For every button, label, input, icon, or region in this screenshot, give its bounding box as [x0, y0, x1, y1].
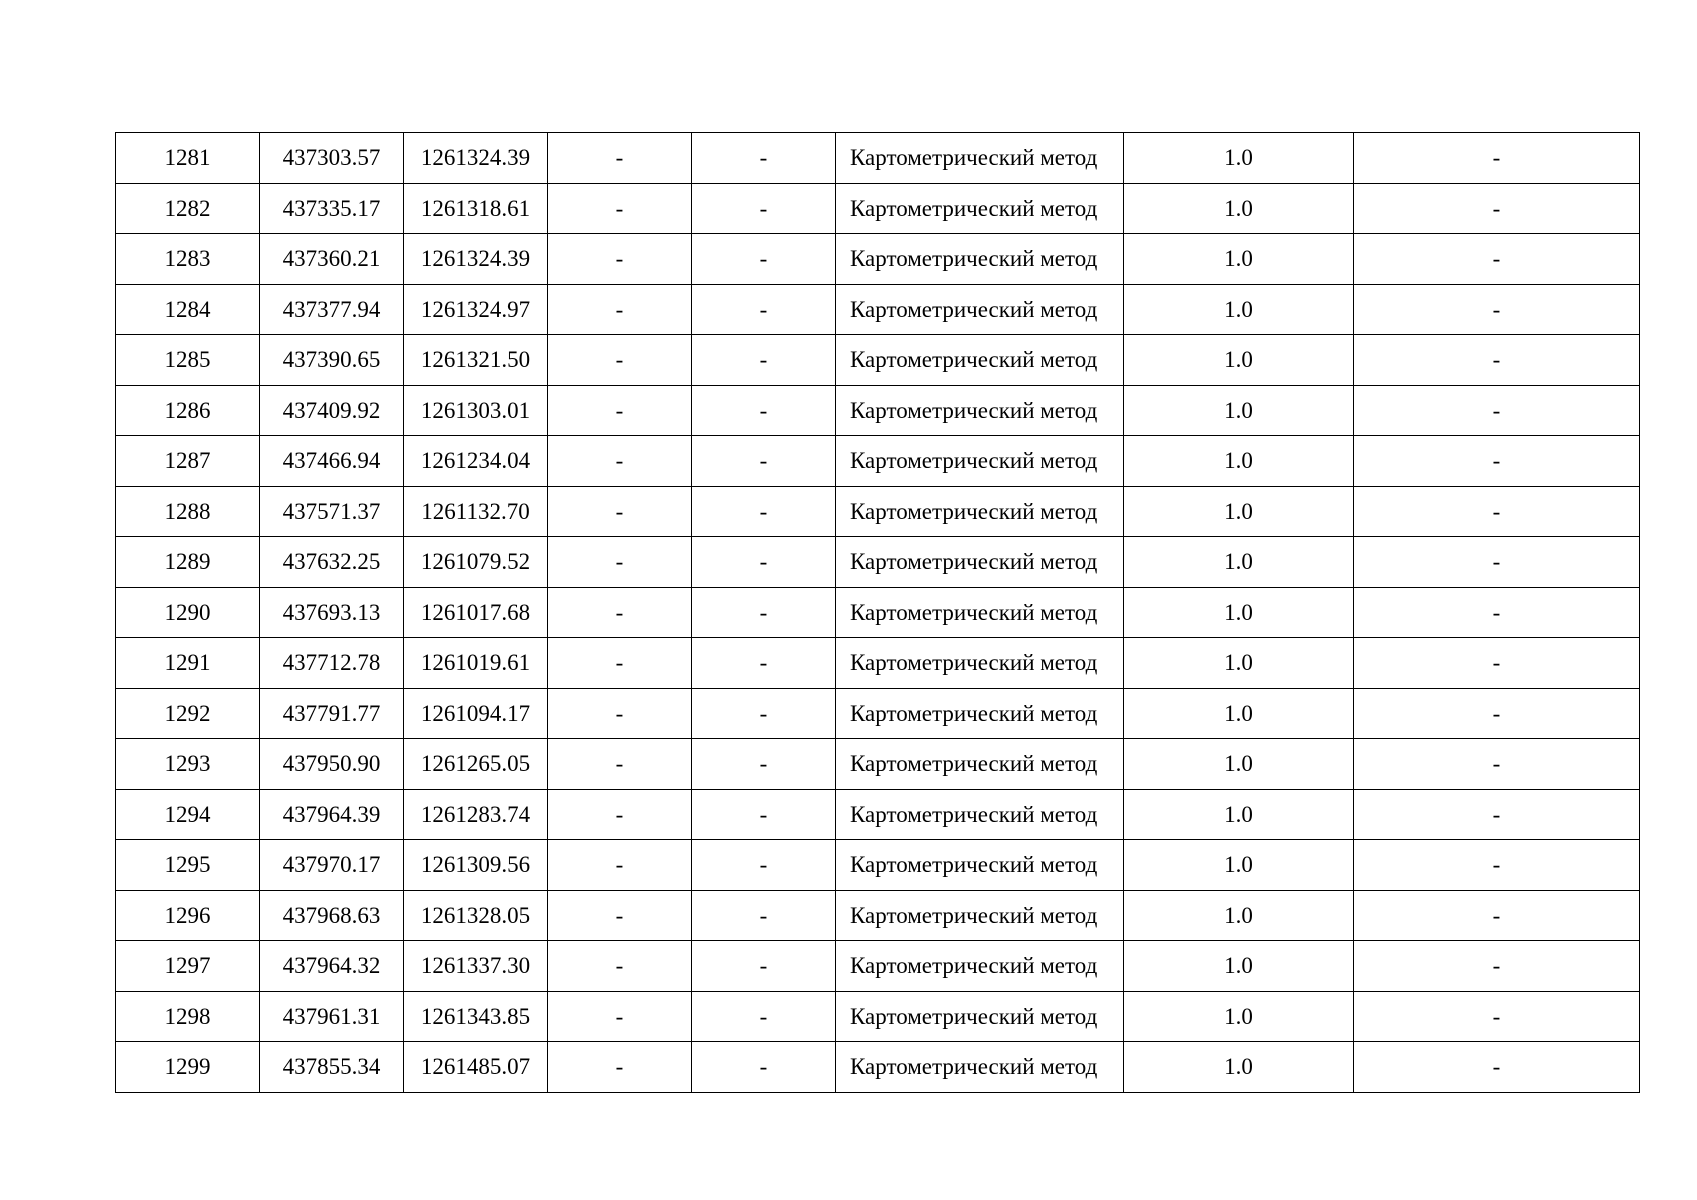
- point-number-cell: 1287: [116, 436, 260, 487]
- y-coordinate-cell: 1261017.68: [404, 587, 548, 638]
- dash-cell: -: [1354, 234, 1640, 285]
- dash-cell: -: [548, 335, 692, 386]
- point-number-cell: 1297: [116, 941, 260, 992]
- dash-cell: -: [692, 688, 836, 739]
- dash-cell: -: [548, 638, 692, 689]
- dash-cell: -: [1354, 1042, 1640, 1093]
- dash-cell: -: [548, 789, 692, 840]
- dash-cell: -: [692, 436, 836, 487]
- point-number-cell: 1296: [116, 890, 260, 941]
- accuracy-cell: 1.0: [1124, 335, 1354, 386]
- y-coordinate-cell: 1261321.50: [404, 335, 548, 386]
- table-row: [116, 638, 1640, 689]
- accuracy-cell: 1.0: [1124, 789, 1354, 840]
- x-coordinate-cell: 437571.37: [260, 486, 404, 537]
- table-row: [116, 1042, 1640, 1093]
- accuracy-cell: 1.0: [1124, 133, 1354, 184]
- accuracy-cell: 1.0: [1124, 991, 1354, 1042]
- x-coordinate-cell: 437693.13: [260, 587, 404, 638]
- x-coordinate-cell: 437968.63: [260, 890, 404, 941]
- dash-cell: -: [1354, 991, 1640, 1042]
- y-coordinate-cell: 1261309.56: [404, 840, 548, 891]
- y-coordinate-cell: 1261303.01: [404, 385, 548, 436]
- x-coordinate-cell: 437360.21: [260, 234, 404, 285]
- table-row: [116, 789, 1640, 840]
- accuracy-cell: 1.0: [1124, 183, 1354, 234]
- dash-cell: -: [1354, 436, 1640, 487]
- table-row: [116, 436, 1640, 487]
- dash-cell: -: [1354, 486, 1640, 537]
- y-coordinate-cell: 1261485.07: [404, 1042, 548, 1093]
- accuracy-cell: 1.0: [1124, 638, 1354, 689]
- dash-cell: -: [1354, 739, 1640, 790]
- y-coordinate-cell: 1261324.39: [404, 234, 548, 285]
- dash-cell: -: [692, 183, 836, 234]
- dash-cell: -: [692, 789, 836, 840]
- y-coordinate-cell: 1261343.85: [404, 991, 548, 1042]
- accuracy-cell: 1.0: [1124, 486, 1354, 537]
- y-coordinate-cell: 1261318.61: [404, 183, 548, 234]
- x-coordinate-cell: 437855.34: [260, 1042, 404, 1093]
- method-cell: Картометрический метод: [836, 537, 1124, 588]
- method-cell: Картометрический метод: [836, 183, 1124, 234]
- dash-cell: -: [1354, 537, 1640, 588]
- method-cell: Картометрический метод: [836, 789, 1124, 840]
- table-row: [116, 486, 1640, 537]
- table-row: [116, 941, 1640, 992]
- dash-cell: -: [692, 234, 836, 285]
- dash-cell: -: [1354, 183, 1640, 234]
- x-coordinate-cell: 437961.31: [260, 991, 404, 1042]
- dash-cell: -: [692, 890, 836, 941]
- table-body: [116, 133, 1640, 1093]
- point-number-cell: 1283: [116, 234, 260, 285]
- dash-cell: -: [692, 840, 836, 891]
- point-number-cell: 1288: [116, 486, 260, 537]
- dash-cell: -: [692, 284, 836, 335]
- point-number-cell: 1285: [116, 335, 260, 386]
- dash-cell: -: [1354, 385, 1640, 436]
- table-row: [116, 183, 1640, 234]
- coordinates-table: [115, 132, 1640, 1093]
- accuracy-cell: 1.0: [1124, 890, 1354, 941]
- dash-cell: -: [692, 941, 836, 992]
- table-row: [116, 284, 1640, 335]
- accuracy-cell: 1.0: [1124, 688, 1354, 739]
- dash-cell: -: [548, 537, 692, 588]
- y-coordinate-cell: 1261324.39: [404, 133, 548, 184]
- table-row: [116, 537, 1640, 588]
- accuracy-cell: 1.0: [1124, 840, 1354, 891]
- dash-cell: -: [548, 436, 692, 487]
- table-row: [116, 739, 1640, 790]
- method-cell: Картометрический метод: [836, 991, 1124, 1042]
- dash-cell: -: [548, 1042, 692, 1093]
- y-coordinate-cell: 1261283.74: [404, 789, 548, 840]
- dash-cell: -: [692, 133, 836, 184]
- point-number-cell: 1289: [116, 537, 260, 588]
- y-coordinate-cell: 1261324.97: [404, 284, 548, 335]
- x-coordinate-cell: 437950.90: [260, 739, 404, 790]
- point-number-cell: 1294: [116, 789, 260, 840]
- point-number-cell: 1292: [116, 688, 260, 739]
- method-cell: Картометрический метод: [836, 335, 1124, 386]
- table-row: [116, 587, 1640, 638]
- dash-cell: -: [548, 234, 692, 285]
- x-coordinate-cell: 437964.39: [260, 789, 404, 840]
- point-number-cell: 1281: [116, 133, 260, 184]
- dash-cell: -: [692, 486, 836, 537]
- table-row: [116, 133, 1640, 184]
- dash-cell: -: [548, 486, 692, 537]
- y-coordinate-cell: 1261019.61: [404, 638, 548, 689]
- method-cell: Картометрический метод: [836, 385, 1124, 436]
- dash-cell: -: [692, 537, 836, 588]
- x-coordinate-cell: 437970.17: [260, 840, 404, 891]
- dash-cell: -: [692, 335, 836, 386]
- table-row: [116, 688, 1640, 739]
- method-cell: Картометрический метод: [836, 739, 1124, 790]
- dash-cell: -: [548, 688, 692, 739]
- dash-cell: -: [692, 1042, 836, 1093]
- y-coordinate-cell: 1261094.17: [404, 688, 548, 739]
- method-cell: Картометрический метод: [836, 587, 1124, 638]
- dash-cell: -: [548, 133, 692, 184]
- dash-cell: -: [692, 587, 836, 638]
- point-number-cell: 1286: [116, 385, 260, 436]
- x-coordinate-cell: 437466.94: [260, 436, 404, 487]
- y-coordinate-cell: 1261337.30: [404, 941, 548, 992]
- x-coordinate-cell: 437390.65: [260, 335, 404, 386]
- point-number-cell: 1290: [116, 587, 260, 638]
- method-cell: Картометрический метод: [836, 486, 1124, 537]
- accuracy-cell: 1.0: [1124, 284, 1354, 335]
- dash-cell: -: [548, 890, 692, 941]
- table-row: [116, 234, 1640, 285]
- point-number-cell: 1293: [116, 739, 260, 790]
- dash-cell: -: [692, 739, 836, 790]
- method-cell: Картометрический метод: [836, 840, 1124, 891]
- x-coordinate-cell: 437409.92: [260, 385, 404, 436]
- point-number-cell: 1298: [116, 991, 260, 1042]
- table-row: [116, 991, 1640, 1042]
- dash-cell: -: [548, 385, 692, 436]
- point-number-cell: 1282: [116, 183, 260, 234]
- dash-cell: -: [1354, 638, 1640, 689]
- method-cell: Картометрический метод: [836, 436, 1124, 487]
- dash-cell: -: [1354, 789, 1640, 840]
- dash-cell: -: [1354, 840, 1640, 891]
- dash-cell: -: [548, 840, 692, 891]
- table-row: [116, 335, 1640, 386]
- dash-cell: -: [692, 638, 836, 689]
- dash-cell: -: [548, 587, 692, 638]
- dash-cell: -: [692, 385, 836, 436]
- method-cell: Картометрический метод: [836, 133, 1124, 184]
- dash-cell: -: [548, 991, 692, 1042]
- point-number-cell: 1295: [116, 840, 260, 891]
- table-row: [116, 840, 1640, 891]
- point-number-cell: 1291: [116, 638, 260, 689]
- method-cell: Картометрический метод: [836, 284, 1124, 335]
- dash-cell: -: [1354, 587, 1640, 638]
- dash-cell: -: [548, 941, 692, 992]
- x-coordinate-cell: 437791.77: [260, 688, 404, 739]
- method-cell: Картометрический метод: [836, 941, 1124, 992]
- accuracy-cell: 1.0: [1124, 739, 1354, 790]
- y-coordinate-cell: 1261132.70: [404, 486, 548, 537]
- accuracy-cell: 1.0: [1124, 941, 1354, 992]
- dash-cell: -: [1354, 284, 1640, 335]
- dash-cell: -: [692, 991, 836, 1042]
- accuracy-cell: 1.0: [1124, 436, 1354, 487]
- x-coordinate-cell: 437303.57: [260, 133, 404, 184]
- accuracy-cell: 1.0: [1124, 587, 1354, 638]
- accuracy-cell: 1.0: [1124, 234, 1354, 285]
- dash-cell: -: [1354, 941, 1640, 992]
- dash-cell: -: [548, 183, 692, 234]
- dash-cell: -: [548, 284, 692, 335]
- document-page: [115, 132, 1640, 1093]
- point-number-cell: 1284: [116, 284, 260, 335]
- accuracy-cell: 1.0: [1124, 1042, 1354, 1093]
- method-cell: Картометрический метод: [836, 1042, 1124, 1093]
- dash-cell: -: [1354, 133, 1640, 184]
- dash-cell: -: [548, 739, 692, 790]
- table-row: [116, 385, 1640, 436]
- method-cell: Картометрический метод: [836, 890, 1124, 941]
- dash-cell: -: [1354, 890, 1640, 941]
- x-coordinate-cell: 437632.25: [260, 537, 404, 588]
- table-row: [116, 890, 1640, 941]
- x-coordinate-cell: 437377.94: [260, 284, 404, 335]
- dash-cell: -: [1354, 335, 1640, 386]
- point-number-cell: 1299: [116, 1042, 260, 1093]
- x-coordinate-cell: 437712.78: [260, 638, 404, 689]
- y-coordinate-cell: 1261079.52: [404, 537, 548, 588]
- y-coordinate-cell: 1261265.05: [404, 739, 548, 790]
- x-coordinate-cell: 437335.17: [260, 183, 404, 234]
- x-coordinate-cell: 437964.32: [260, 941, 404, 992]
- method-cell: Картометрический метод: [836, 688, 1124, 739]
- method-cell: Картометрический метод: [836, 234, 1124, 285]
- method-cell: Картометрический метод: [836, 638, 1124, 689]
- y-coordinate-cell: 1261328.05: [404, 890, 548, 941]
- dash-cell: -: [1354, 688, 1640, 739]
- y-coordinate-cell: 1261234.04: [404, 436, 548, 487]
- accuracy-cell: 1.0: [1124, 537, 1354, 588]
- accuracy-cell: 1.0: [1124, 385, 1354, 436]
